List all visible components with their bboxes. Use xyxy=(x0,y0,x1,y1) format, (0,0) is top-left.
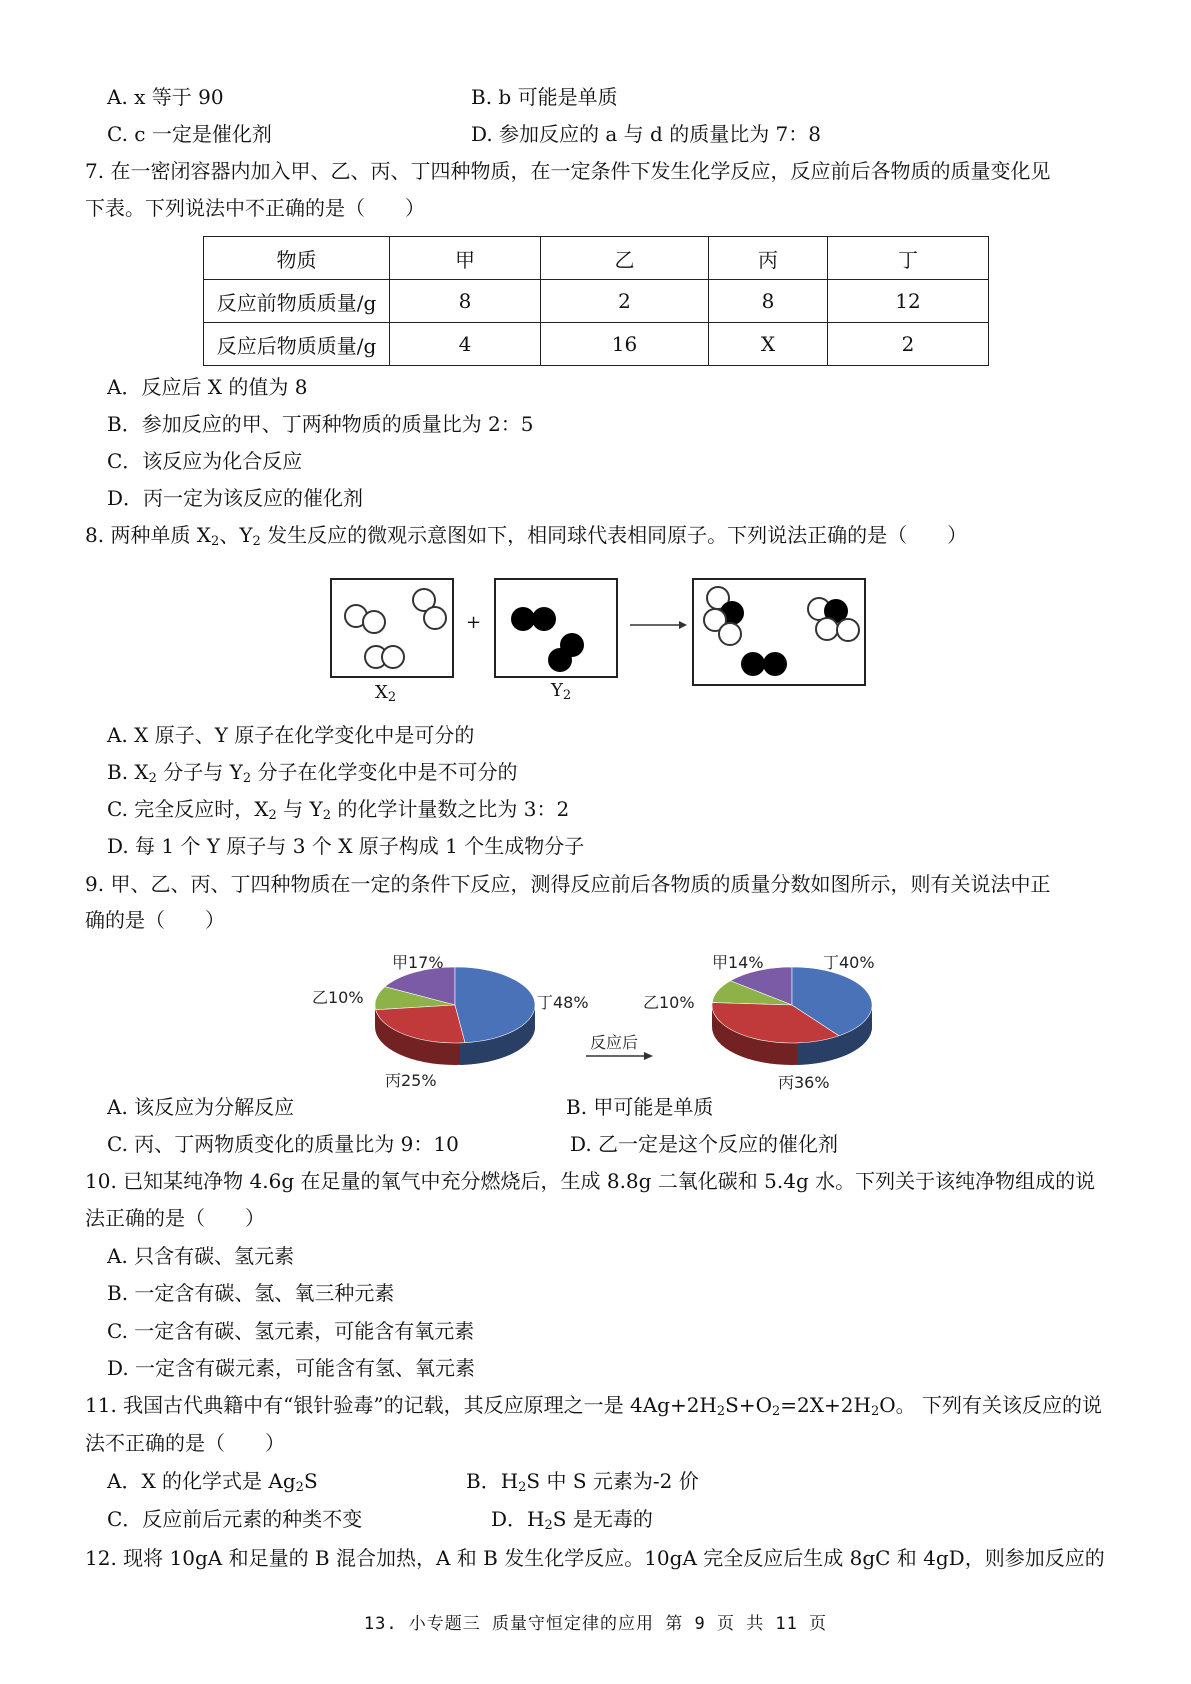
q10-option-b: B. 一定含有碳、氢、氧三种元素 xyxy=(107,1281,395,1305)
q7-stem-line1: 7. 在一密闭容器内加入甲、乙、丙、丁四种物质，在一定条件下发生化学反应，反应前后各物质的质量变化见 xyxy=(85,159,1051,183)
y2-label: $Y_2$ xyxy=(551,680,572,703)
q9-option-c: C. 丙、丁两物质变化的质量比为 9：10 xyxy=(107,1132,459,1156)
table-cell: 物质 xyxy=(204,237,390,280)
table-row xyxy=(204,323,989,366)
table-cell: 乙 xyxy=(541,237,709,280)
pie-label: 甲17% xyxy=(392,953,444,972)
table-cell: 2 xyxy=(828,323,989,366)
pie-label: 丁48% xyxy=(537,993,589,1012)
q10-option-a: A. 只含有碳、氢元素 xyxy=(107,1244,295,1268)
q8-option-d: D. 每 1 个 Y 原子与 3 个 X 原子构成 1 个生成物分子 xyxy=(107,834,585,858)
q9-stem-line1: 9. 甲、乙、丙、丁四种物质在一定的条件下反应，测得反应前后各物质的质量分数如图所示，则有关说法中正 xyxy=(85,872,1051,896)
q9-option-d: D. 乙一定是这个反应的催化剂 xyxy=(570,1132,839,1156)
q7-stem-line2: 下表。下列说法中不正确的是（ ） xyxy=(85,196,425,220)
q6-option-c: C. c 一定是催化剂 xyxy=(107,122,272,146)
x-atom xyxy=(381,645,405,669)
product-box xyxy=(692,578,866,686)
table-cell: 反应前物质质量/g xyxy=(204,280,390,323)
table-header-row xyxy=(204,237,989,280)
table-cell: 丁 xyxy=(828,237,989,280)
pie-label: 丙36% xyxy=(778,1073,830,1092)
x-atom xyxy=(718,622,742,646)
table-cell: 甲 xyxy=(390,237,541,280)
x-atom xyxy=(423,606,447,630)
table-cell: 丙 xyxy=(709,237,828,280)
q11-option-d: D．$H_2S$ 是无毒的 xyxy=(491,1507,653,1533)
q11-option-c: C．反应前后元素的种类不变 xyxy=(107,1507,363,1531)
x2-label: $X_2$ xyxy=(375,682,397,705)
q8-stem: 8. 两种单质 $X_2$、$Y_2$ 发生反应的微观示意图如下，相同球代表相同原子。下列说法正确的是（ ） xyxy=(85,523,968,549)
q12-stem-line1: 12. 现将 10gA 和足量的 B 混合加热，A 和 B 发生化学反应。10gA 完全反应后生成 8gC 和 4gD，则参加反应的 xyxy=(85,1546,1105,1570)
table-cell: 8 xyxy=(390,280,541,323)
y-atom xyxy=(741,652,765,676)
table-cell: 反应后物质质量/g xyxy=(204,323,390,366)
q6-option-a: A. x 等于 90 xyxy=(107,85,224,109)
y2-box xyxy=(494,578,618,678)
q10-option-d: D. 一定含有碳元素，可能含有氢、氧元素 xyxy=(107,1356,476,1380)
q9-option-a: A. 该反应为分解反应 xyxy=(107,1095,295,1119)
q7-option-d: D．丙一定为该反应的催化剂 xyxy=(107,486,364,510)
q9-stem-line2: 确的是（ ） xyxy=(85,908,225,932)
x-atom xyxy=(362,610,386,634)
table-cell: 8 xyxy=(709,280,828,323)
q6-option-b: B. b 可能是单质 xyxy=(471,85,618,109)
q6-option-d: D. 参加反应的 a 与 d 的质量比为 7：8 xyxy=(471,122,821,146)
q8-option-a: A. X 原子、Y 原子在化学变化中是可分的 xyxy=(107,723,475,747)
q11-stem-line1: 11. 我国古代典籍中有“银针验毒”的记载，其反应原理之一是 $4Ag+2H_2S+O_2=2X+2H_2O$。 下列有关该反应的说 xyxy=(85,1393,1102,1419)
q11-option-b: B．$H_2S$ 中 S 元素为-2 价 xyxy=(466,1469,699,1495)
x2-box xyxy=(330,578,454,678)
reaction-arrow xyxy=(630,618,688,632)
q9-option-b: B. 甲可能是单质 xyxy=(566,1095,714,1119)
q11-stem-line2: 法不正确的是（ ） xyxy=(85,1431,285,1455)
x-atom xyxy=(836,618,860,642)
pie-label: 甲14% xyxy=(712,953,764,972)
y-atom xyxy=(763,652,787,676)
y-atom xyxy=(532,607,556,631)
q7-option-c: C．该反应为化合反应 xyxy=(107,449,303,473)
pie-label: 乙10% xyxy=(643,993,695,1012)
table-cell: 16 xyxy=(541,323,709,366)
q8-option-b: B. $X_2$ 分子与 $Y_2$ 分子在化学变化中是不可分的 xyxy=(107,760,518,786)
pie-chart-before xyxy=(370,960,540,1075)
q11-option-a: A．X 的化学式是 $Ag_2S$ xyxy=(107,1469,318,1495)
q8-option-c: C. 完全反应时，$X_2$ 与 $Y_2$ 的化学计量数之比为 3：2 xyxy=(107,797,570,823)
reaction-arrow xyxy=(586,1050,656,1062)
page-footer: 13. 小专题三 质量守恒定律的应用 第 9 页 共 11 页 xyxy=(363,1614,828,1634)
arrow-label: 反应后 xyxy=(590,1033,639,1052)
pie-chart-after xyxy=(707,960,877,1075)
q10-stem-line1: 10. 已知某纯净物 4.6g 在足量的氧气中充分燃烧后，生成 8.8g 二氧化碳和 5.4g 水。下列关于该纯净物组成的说 xyxy=(85,1169,1096,1193)
q7-option-b: B．参加反应的甲、丁两种物质的质量比为 2：5 xyxy=(107,412,534,436)
table-cell: X xyxy=(709,323,828,366)
table-cell: 2 xyxy=(541,280,709,323)
table-cell: 12 xyxy=(828,280,989,323)
pie-label: 丙25% xyxy=(385,1071,437,1090)
table-row xyxy=(204,280,989,323)
plus-sign: + xyxy=(466,612,482,633)
y-atom xyxy=(548,648,572,672)
q7-option-a: A．反应后 X 的值为 8 xyxy=(107,375,308,399)
q10-stem-line2: 法正确的是（ ） xyxy=(85,1206,265,1230)
pie-label: 乙10% xyxy=(312,988,364,1007)
q7-data-table xyxy=(203,236,989,366)
pie-label: 丁40% xyxy=(823,953,875,972)
q10-option-c: C. 一定含有碳、氢元素，可能含有氧元素 xyxy=(107,1319,475,1343)
table-cell: 4 xyxy=(390,323,541,366)
